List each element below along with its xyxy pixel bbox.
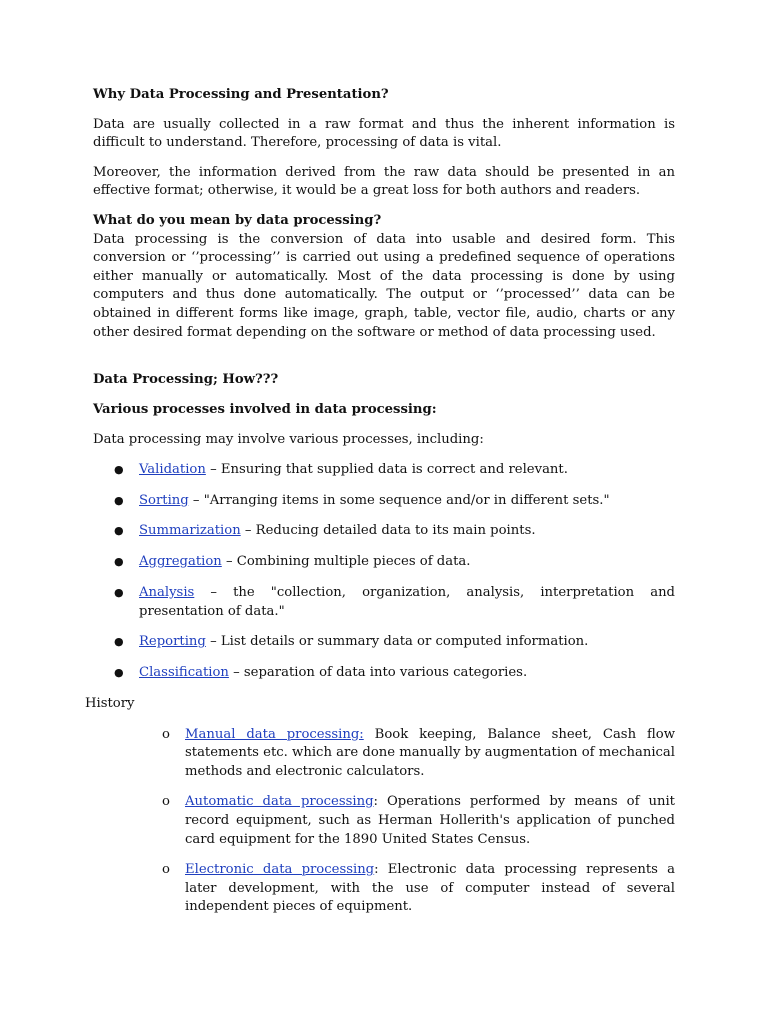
classification-link[interactable]: Classification <box>139 665 229 681</box>
list-item <box>93 461 675 480</box>
validation-link[interactable]: Validation <box>139 461 206 477</box>
history-label: History <box>85 695 135 711</box>
processes-list <box>93 461 675 683</box>
list-item <box>93 522 675 541</box>
bullet-icon: ● <box>114 586 124 600</box>
list-item <box>93 553 675 572</box>
electronic-data-processing-link[interactable]: Electronic data processing <box>185 862 375 878</box>
reporting-link[interactable]: Reporting <box>139 634 206 650</box>
paragraph-raw-format: Data are usually collected in a raw format and thus the inherent information is difficult to understand. Therefore, processing of data is vital. <box>93 116 675 151</box>
list-item <box>93 492 675 511</box>
list-item-desc: – Ensuring that supplied data is correct and relevant. <box>205 461 568 477</box>
list-item-desc: : Operations performed by means of unit record equipment, such as Herman Hollerith's application of punched card equipment for the 1890 United States Census. <box>185 794 675 847</box>
bullet-icon: ● <box>114 666 124 680</box>
paragraph-presentation: Moreover, the information derived from the raw data should be presented in an effective format; otherwise, it would be a great loss for both authors and readers. <box>93 164 675 199</box>
list-item-desc: – Reducing detailed data to its main points. <box>240 523 536 539</box>
analysis-link[interactable]: Analysis <box>139 585 195 601</box>
list-item-desc: – "Arranging items in some sequence and/or in different sets." <box>188 492 610 508</box>
bullet-icon: ● <box>114 555 124 569</box>
sorting-link[interactable]: Sorting <box>139 492 189 508</box>
list-item-desc: Book keeping, Balance sheet, Cash flow statements etc. which are done manually by augmentation of mechanical methods and electronic calculators. <box>185 726 675 779</box>
list-item <box>93 664 675 683</box>
list-item <box>93 861 675 917</box>
circle-bullet-icon: o <box>162 862 170 878</box>
list-item-desc: : Electronic data processing represents a later development, with the use of computer instead of several independent pieces of equipment. <box>185 862 676 915</box>
bullet-icon: ● <box>114 462 124 476</box>
heading-what-is-data-processing: What do you mean by data processing? <box>93 212 382 228</box>
section-subtitle-processes: Various processes involved in data processing: <box>93 401 437 417</box>
bullet-icon: ● <box>114 524 124 538</box>
aggregation-link[interactable]: Aggregation <box>139 554 222 570</box>
heading-why-data-processing: Why Data Processing and Presentation? <box>93 87 389 102</box>
document-page <box>85 86 676 929</box>
summarization-link[interactable]: Summarization <box>139 523 241 539</box>
list-item <box>93 726 675 782</box>
list-item-desc: – separation of data into various categories. <box>228 665 528 681</box>
manual-data-processing-link[interactable]: Manual data processing: <box>185 726 364 742</box>
bullet-icon: ● <box>114 635 124 649</box>
automatic-data-processing-link[interactable]: Automatic data processing <box>185 794 374 810</box>
list-item <box>93 584 675 621</box>
bullet-icon: ● <box>114 493 124 507</box>
circle-bullet-icon: o <box>162 794 170 810</box>
section-title-how: Data Processing; How??? <box>93 372 279 388</box>
paragraph-definition: Data processing is the conversion of data into usable and desired form. This conversion or ‘’processing’’ is carried out using a predefined sequence of operations either manually or automatically. Most of the data processing is done by using computers and thus done automatically. The output or ‘’processed’’ data can be obtained in different forms like image, graph, table, vector file, audio, charts or any other desired format depending on the software or method of data processing used. <box>93 231 675 340</box>
list-item-desc: – the "collection, organization, analysis, interpretation and presentation of data." <box>139 585 675 619</box>
list-item-desc: – Combining multiple pieces of data. <box>221 554 471 570</box>
list-item-desc: – List details or summary data or computed information. <box>205 634 589 650</box>
list-item <box>93 633 675 652</box>
processes-intro: Data processing may involve various processes, including: <box>93 432 484 448</box>
list-item <box>93 793 675 849</box>
circle-bullet-icon: o <box>162 726 170 742</box>
history-list <box>93 726 675 917</box>
